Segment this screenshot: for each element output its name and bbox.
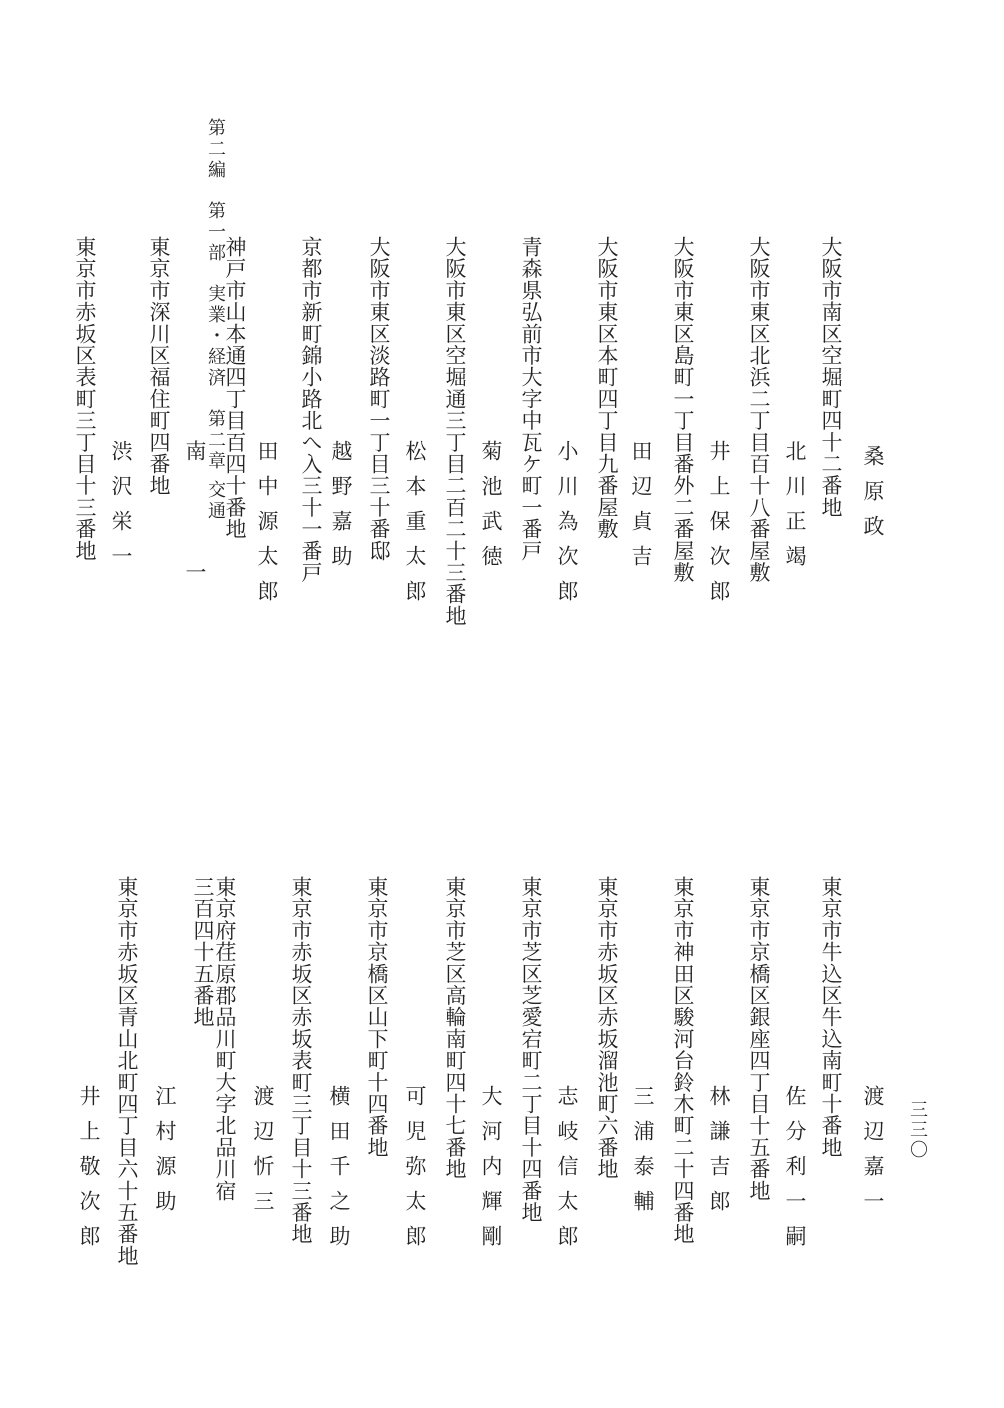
person-name: 菊池武徳 [479, 440, 503, 580]
address-continuation: 三百四十五番地 [191, 876, 215, 1028]
address: 東京市京橋区銀座四丁目十五番地 [747, 876, 771, 1202]
address: 東京市赤坂区表町三丁目十三番地 [73, 236, 97, 562]
address: 大阪市東区北浜二丁目百十八番屋敷 [747, 236, 771, 584]
header-part: 第二編 [205, 118, 226, 181]
address: 東京府荏原郡品川町大字北品川宿 [213, 876, 237, 1202]
person-name: 渡辺嘉一 [861, 1085, 885, 1225]
header-part: 第二章 [205, 409, 226, 472]
address: 大阪市東区島町一丁目番外二番屋敷 [671, 236, 695, 584]
person-name: 可児弥太郎 [403, 1085, 427, 1260]
person-name: 大河内輝剛 [479, 1085, 503, 1260]
person-name: 江村源助 [153, 1085, 177, 1225]
address: 青森県弘前市大字中瓦ケ町一番戸 [519, 236, 543, 562]
address: 東京市牛込区牛込南町十番地 [819, 876, 843, 1159]
person-name: 桑原政 [861, 445, 885, 550]
header-part: 交通 [205, 480, 226, 522]
address: 神戸市山本通四丁目百四十番地 [223, 236, 247, 540]
person-name: 南一 [183, 440, 207, 682]
address: 東京市神田区駿河台鈴木町二十四番地 [671, 876, 695, 1245]
person-name: 井上敬次郎 [77, 1085, 101, 1260]
address: 大阪市東区淡路町一丁目三十番邸 [367, 236, 391, 562]
address: 京都市新町錦小路北へ入三十一番戸 [299, 236, 323, 584]
person-name: 林謙吉郎 [707, 1085, 731, 1225]
address: 大阪市東区本町四丁目九番屋敷 [595, 236, 619, 540]
address: 東京市芝区芝愛宕町二丁目十四番地 [519, 876, 543, 1224]
header-part: 第一部 [205, 201, 226, 264]
person-name: 田辺貞吉 [629, 440, 653, 580]
address: 東京市深川区福住町四番地 [147, 236, 171, 497]
person-name: 志岐信太郎 [555, 1085, 579, 1260]
person-name: 田中源太郎 [255, 440, 279, 615]
person-name: 松本重太郎 [403, 440, 427, 615]
person-name: 小川為次郎 [555, 440, 579, 615]
page-number: 三三〇 [907, 1100, 928, 1160]
address: 東京市京橋区山下町十四番地 [365, 876, 389, 1159]
person-name: 渡辺忻三 [251, 1085, 275, 1225]
person-name: 渋沢栄一 [109, 440, 133, 580]
person-name: 北川正竭 [783, 440, 807, 580]
address: 東京市赤坂区赤坂表町三丁目十三番地 [289, 876, 313, 1245]
address: 東京市赤坂区青山北町四丁目六十五番地 [115, 876, 139, 1267]
person-name: 三浦泰輔 [631, 1085, 655, 1225]
address: 東京市芝区高輪南町四十七番地 [443, 876, 467, 1180]
person-name: 横田千之助 [327, 1085, 351, 1260]
address: 東京市赤坂区赤坂溜池町六番地 [595, 876, 619, 1180]
running-header [206, 118, 224, 522]
header-part: 実業・経済 [205, 284, 226, 389]
address: 大阪市東区空堀通三丁目二百二十三番地 [443, 236, 467, 627]
person-name: 越野嘉助 [329, 440, 353, 580]
person-name: 佐分利一嗣 [783, 1085, 807, 1260]
address: 大阪市南区空堀町四十二番地 [819, 236, 843, 519]
person-name: 井上保次郎 [707, 440, 731, 615]
